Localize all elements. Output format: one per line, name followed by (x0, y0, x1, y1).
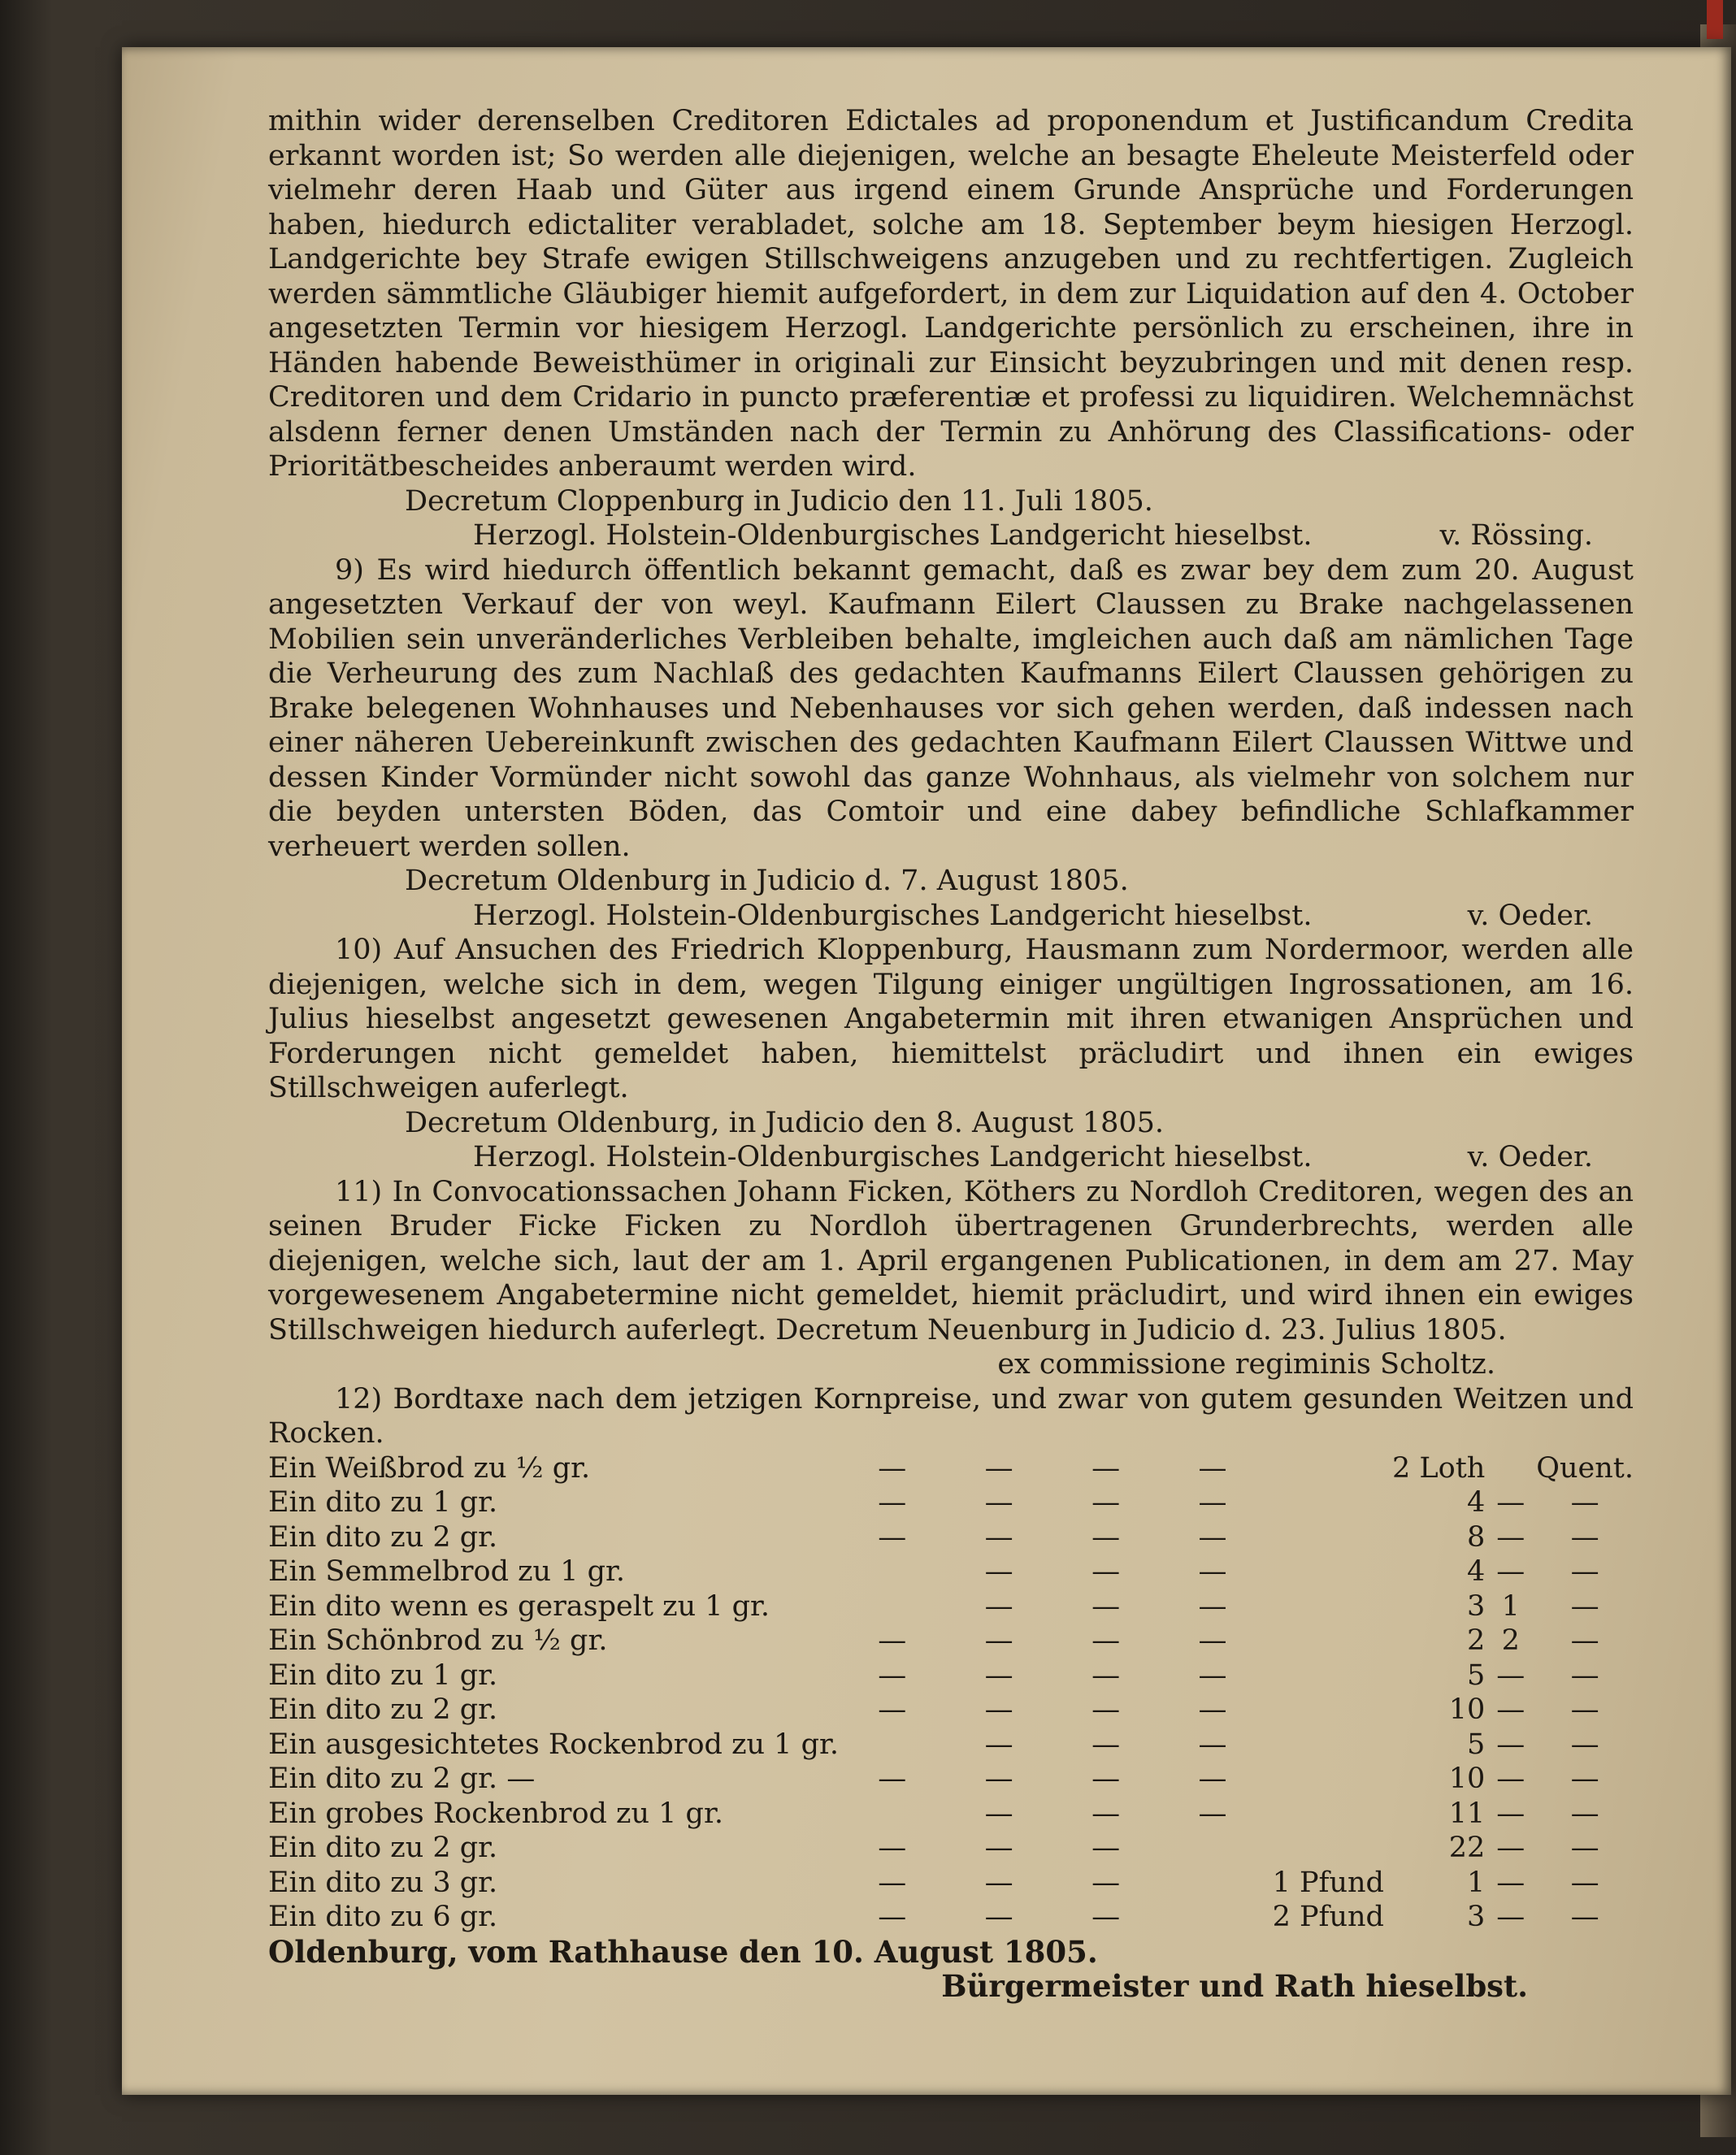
pfund-cell (1266, 1831, 1392, 1866)
quent-cell: — (1570, 1901, 1599, 1933)
bread-item: Ein dito zu 2 gr. (268, 1832, 498, 1864)
dash-cell: — (1198, 1589, 1227, 1623)
notice-9: 9) Es wird hiedurch öffentlich bekannt gemacht, daß es zwar bey dem zum 20. August angesetzten Verkauf der von weyl. Kaufmann Eilert Claussen zu Brake nachgelassenen Mobilien sein unveränderliches Verbleiben behalte, imgleichen auch daß am nämlichen Tage die Verheurung des zum Nachlaß des gedachten Kaufmanns Eilert Claussen gehörigen zu Brake belegenen Wohnhauses und Nebenhauses vor sich gehen werden, daß indessen nach einer näheren Uebereinkunft zwischen des gedachten Kaufmann Eilert Claussen Wittwe und dessen Kinder Vormünder nicht sowohl das ganze Wohnhaus, als vielmehr von solchem nur die beyden untersten Böden, das Comtoir und eine dabey befindliche Schlafkammer verheuert werden sollen. (268, 553, 1634, 863)
bread-item: Ein dito zu 1 gr. (268, 1659, 498, 1692)
decree-line: Decretum Neuenburg in Judicio d. 23. Julius 1805. (775, 1313, 1507, 1346)
dash-cell: — (878, 1486, 907, 1519)
dash-cell: — (1198, 1797, 1227, 1830)
dash-cell: — (984, 1866, 1013, 1899)
court-name: Herzogl. Holstein-Oldenburgisches Landgericht hieselbst. (473, 519, 1313, 552)
closing-signature: Bürgermeister und Rath hieselbst. (941, 1968, 1528, 2004)
separator-cell: — (1496, 1832, 1526, 1864)
decree-line: Decretum Oldenburg, in Judicio den 8. August 1805. (405, 1106, 1165, 1139)
loth-number: 10 (1448, 1763, 1486, 1795)
pfund-cell (1266, 1485, 1392, 1520)
table-row (268, 1589, 1634, 1624)
table-row (268, 1451, 1634, 1486)
dash-cell: — (878, 1451, 907, 1485)
dash-cell: — (1092, 1659, 1121, 1692)
loth-value (1392, 1659, 1485, 1693)
notice-11 (268, 1175, 1634, 1348)
pfund-cell (1266, 1554, 1392, 1589)
pfund-cell (1266, 1797, 1392, 1832)
signer: v. Oeder. (1467, 899, 1593, 932)
loth-number: 2 (1467, 1624, 1486, 1657)
bread-item: Ein dito zu 2 gr. (268, 1693, 498, 1726)
loth-number: 3 (1467, 1901, 1486, 1933)
separator-cell: — (1496, 1728, 1526, 1761)
dash-cell: — (1092, 1451, 1121, 1485)
quent-cell: — (1570, 1832, 1599, 1864)
table-row (268, 1797, 1634, 1832)
loth-number: 3 (1467, 1589, 1486, 1623)
separator-cell: — (1496, 1520, 1526, 1554)
pfund-cell (1266, 1693, 1392, 1728)
bread-item: Ein dito zu 3 gr. (268, 1866, 498, 1899)
quent-cell: — (1570, 1693, 1599, 1726)
dash-cell: — (1198, 1659, 1227, 1692)
separator-cell: — (1496, 1693, 1526, 1726)
dash-cell (839, 1589, 945, 1624)
table-row (268, 1900, 1634, 1935)
loth-value (1392, 1451, 1485, 1486)
dash-cell (839, 1797, 945, 1832)
pfund-cell (1266, 1762, 1392, 1797)
signature-line (268, 1140, 1634, 1175)
dash-cell: — (984, 1589, 1013, 1623)
signature-line (268, 899, 1634, 934)
pfund-cell (1266, 1589, 1392, 1624)
dash-cell: — (1092, 1763, 1121, 1795)
dash-cell: — (1198, 1486, 1227, 1519)
loth-number: 4 (1467, 1555, 1486, 1588)
dash-cell: — (1092, 1624, 1121, 1657)
dash-cell: — (984, 1693, 1013, 1726)
quent-cell: Quent. (1536, 1451, 1634, 1485)
loth-value (1392, 1762, 1485, 1797)
dash-cell: — (878, 1693, 907, 1726)
dash-cell: — (1198, 1728, 1227, 1761)
loth-value (1392, 1589, 1485, 1624)
separator-cell: — (1496, 1486, 1526, 1519)
signature-line (268, 518, 1634, 553)
bread-item: Ein dito zu 1 gr. (268, 1486, 498, 1519)
dash-cell (1159, 1900, 1265, 1935)
closing-place-date: Oldenburg, vom Rathhause den 10. August 1805. (268, 1933, 1098, 1970)
bread-item: Ein dito wenn es geraspelt zu 1 gr. (268, 1589, 770, 1623)
dash-cell: — (1092, 1555, 1121, 1588)
table-row (268, 1693, 1634, 1728)
separator-cell: — (1496, 1659, 1526, 1692)
notice-10: 10) Auf Ansuchen des Friedrich Kloppenburg, Hausmann zum Nordermoor, werden alle diejenigen, welche sich in dem, wegen Tilgung einiger ungültigen Ingrossationen, am 16. Julius hieselbst angesetzt gewesenen Angabetermin mit ihren etwanigen Ansprüchen und Forderungen nicht gemeldet haben, hiemittelst präcludirt und ihnen ein ewiges Stillschweigen auferlegt. (268, 934, 1634, 1104)
quent-cell: — (1570, 1763, 1599, 1795)
quent-cell: — (1570, 1589, 1599, 1623)
table-row (268, 1624, 1634, 1659)
dash-cell: — (984, 1520, 1013, 1554)
table-row (268, 1520, 1634, 1555)
separator-cell: — (1496, 1866, 1526, 1899)
pfund-cell (1266, 1659, 1392, 1693)
dash-cell: — (878, 1763, 907, 1795)
bread-tax-table (268, 1451, 1634, 1935)
dash-cell: — (1198, 1555, 1227, 1588)
dash-cell: — (1092, 1520, 1121, 1554)
dash-cell: — (984, 1832, 1013, 1864)
table-row (268, 1554, 1634, 1589)
table-row (268, 1659, 1634, 1693)
dash-cell (839, 1728, 945, 1763)
notice-12-heading: 12) Bordtaxe nach dem jetzigen Kornpreise, und zwar von gutem gesunden Weitzen und Rocken. (268, 1382, 1634, 1450)
pfund-cell: 1 Pfund (1272, 1866, 1384, 1899)
loth-value (1392, 1624, 1485, 1659)
quent-cell: — (1570, 1659, 1599, 1692)
dash-cell: — (984, 1901, 1013, 1933)
bookmark-tab (1707, 0, 1723, 39)
dash-cell: — (984, 1451, 1013, 1485)
separator-cell: 2 (1501, 1624, 1520, 1657)
dash-cell: — (1198, 1451, 1227, 1485)
loth-value (1392, 1485, 1485, 1520)
loth-number: 11 (1448, 1797, 1486, 1830)
loth-value (1392, 1797, 1485, 1832)
table-row (268, 1831, 1634, 1866)
page-text (268, 104, 1634, 2004)
quent-cell: — (1570, 1866, 1599, 1899)
table-row (268, 1762, 1634, 1797)
pfund-cell: 2 Pfund (1272, 1901, 1384, 1933)
dash-cell: — (1092, 1901, 1121, 1933)
separator-cell: — (1496, 1555, 1526, 1588)
dash-cell: — (984, 1659, 1013, 1692)
dash-cell: — (1092, 1728, 1121, 1761)
dash-cell: — (1092, 1797, 1121, 1830)
quent-cell: — (1570, 1624, 1599, 1657)
pfund-cell (1266, 1728, 1392, 1763)
separator-cell: 1 (1501, 1589, 1520, 1623)
loth-number: 22 (1448, 1832, 1486, 1864)
loth-value (1392, 1520, 1485, 1555)
quent-cell: — (1570, 1555, 1599, 1588)
pfund-cell (1266, 1520, 1392, 1555)
dash-cell: — (1198, 1693, 1227, 1726)
loth-value (1392, 1693, 1485, 1728)
loth-unit: Loth (1410, 1451, 1486, 1485)
loth-number: 2 (1391, 1451, 1411, 1485)
loth-value (1392, 1728, 1485, 1763)
quent-cell: — (1570, 1728, 1599, 1761)
bread-item: Ein Semmelbrod zu 1 gr. (268, 1555, 626, 1588)
dash-cell: — (878, 1901, 907, 1933)
bread-item: Ein ausgesichtetes Rockenbrod zu 1 gr. (268, 1728, 839, 1761)
separator-cell (1485, 1451, 1536, 1486)
dash-cell (1159, 1866, 1265, 1901)
loth-number: 4 (1467, 1486, 1486, 1519)
bread-item: Ein Weißbrod zu ½ gr. (268, 1451, 591, 1485)
separator-cell: — (1496, 1901, 1526, 1933)
bread-item: Ein dito zu 2 gr. (268, 1520, 498, 1554)
separator-cell: — (1496, 1797, 1526, 1830)
court-name: Herzogl. Holstein-Oldenburgisches Landgericht hieselbst. (473, 1141, 1313, 1173)
dash-cell: — (984, 1624, 1013, 1657)
bread-item: Ein dito zu 2 gr. — (268, 1763, 536, 1795)
loth-number: 1 (1467, 1866, 1486, 1899)
pfund-cell (1266, 1451, 1392, 1486)
notice-11-text: 11) In Convocationssachen Johann Ficken, Köthers zu Nordloh Creditoren, wegen des an seinen Bruder Ficke Ficken zu Nordloh übertragenen Grunderbrechts, werden alle diejenigen, welche sich, laut der am 1. April ergangenen Publicationen, in dem am 27. May vorgewesenem Angabetermine nicht gemeldet, hiemit präcludirt, und wird ihnen ein ewiges Stillschweigen hiedurch auferlegt. (268, 1175, 1634, 1346)
loth-number: 5 (1467, 1728, 1486, 1761)
dash-cell: — (1198, 1520, 1227, 1554)
dash-cell: — (984, 1555, 1013, 1588)
bread-item: Ein grobes Rockenbrod zu 1 gr. (268, 1797, 723, 1830)
table-row (268, 1728, 1634, 1763)
dash-cell: — (878, 1659, 907, 1692)
loth-value (1392, 1554, 1485, 1589)
loth-number: 8 (1467, 1520, 1486, 1554)
quent-cell: — (1570, 1797, 1599, 1830)
loth-value (1392, 1866, 1485, 1901)
loth-value (1392, 1831, 1485, 1866)
bread-item: Ein dito zu 6 gr. (268, 1901, 498, 1933)
dash-cell: — (878, 1520, 907, 1554)
commission-line: ex commissione regiminis Scholtz. (997, 1348, 1495, 1381)
dash-cell: — (984, 1728, 1013, 1761)
dash-cell: — (1092, 1832, 1121, 1864)
dash-cell: — (1092, 1866, 1121, 1899)
table-row (268, 1866, 1634, 1901)
pfund-cell (1266, 1624, 1392, 1659)
loth-value (1392, 1900, 1485, 1935)
decree-line: Decretum Cloppenburg in Judicio den 11. Juli 1805. (405, 484, 1153, 518)
opening-paragraph: mithin wider derenselben Creditoren Edictales ad proponendum et Justificandum Credita erkannt worden ist; So werden alle diejenigen, welche an besagte Eheleute Meisterfeld oder vielmehr deren Haab und Güter aus irgend einem Grunde Ansprüche und Forderungen haben, hiedurch edictaliter verabladet, solche am 18. September beym hiesigen Herzogl. Landgerichte bey Strafe ewigen Stillschweigens anzugeben und zu rechtfertigen. Zugleich werden sämmtliche Gläubiger hiemit aufgefordert, in dem zur Liquidation auf den 4. October angesetzten Termin vor hiesigem Herzogl. Landgerichte persönlich zu erscheinen, ihre in Händen habende Beweisthümer in originali zur Einsicht beyzubringen und mit denen resp. Creditoren und dem Cridario in puncto præferentiæ et professi zu liquidiren. Welchemnächst alsdenn ferner denen Umständen nach der Termin zu Anhörung des Classifications- oder Prioritätbescheides anberaumt werden wird. (268, 105, 1634, 483)
dash-cell: — (1198, 1763, 1227, 1795)
signer: v. Oeder. (1467, 1141, 1593, 1173)
dash-cell: — (1092, 1486, 1121, 1519)
dash-cell (1159, 1831, 1265, 1866)
dash-cell: — (878, 1624, 907, 1657)
quent-cell: — (1570, 1520, 1599, 1554)
table-row (268, 1485, 1634, 1520)
dash-cell: — (878, 1832, 907, 1864)
dash-cell: — (878, 1866, 907, 1899)
decree-line: Decretum Oldenburg in Judicio d. 7. August 1805. (405, 865, 1129, 897)
dash-cell: — (984, 1486, 1013, 1519)
separator-cell: — (1496, 1763, 1526, 1795)
dash-cell: — (984, 1763, 1013, 1795)
dash-cell (839, 1554, 945, 1589)
dash-cell: — (1092, 1693, 1121, 1726)
dash-cell: — (1198, 1624, 1227, 1657)
signer: v. Rössing. (1439, 519, 1593, 552)
loth-number: 10 (1448, 1693, 1486, 1726)
court-name: Herzogl. Holstein-Oldenburgisches Landgericht hieselbst. (473, 899, 1313, 932)
dash-cell: — (984, 1797, 1013, 1830)
quent-cell: — (1570, 1486, 1599, 1519)
loth-number: 5 (1467, 1659, 1486, 1692)
dash-cell: — (1092, 1589, 1121, 1623)
bread-item: Ein Schönbrod zu ½ gr. (268, 1624, 608, 1657)
